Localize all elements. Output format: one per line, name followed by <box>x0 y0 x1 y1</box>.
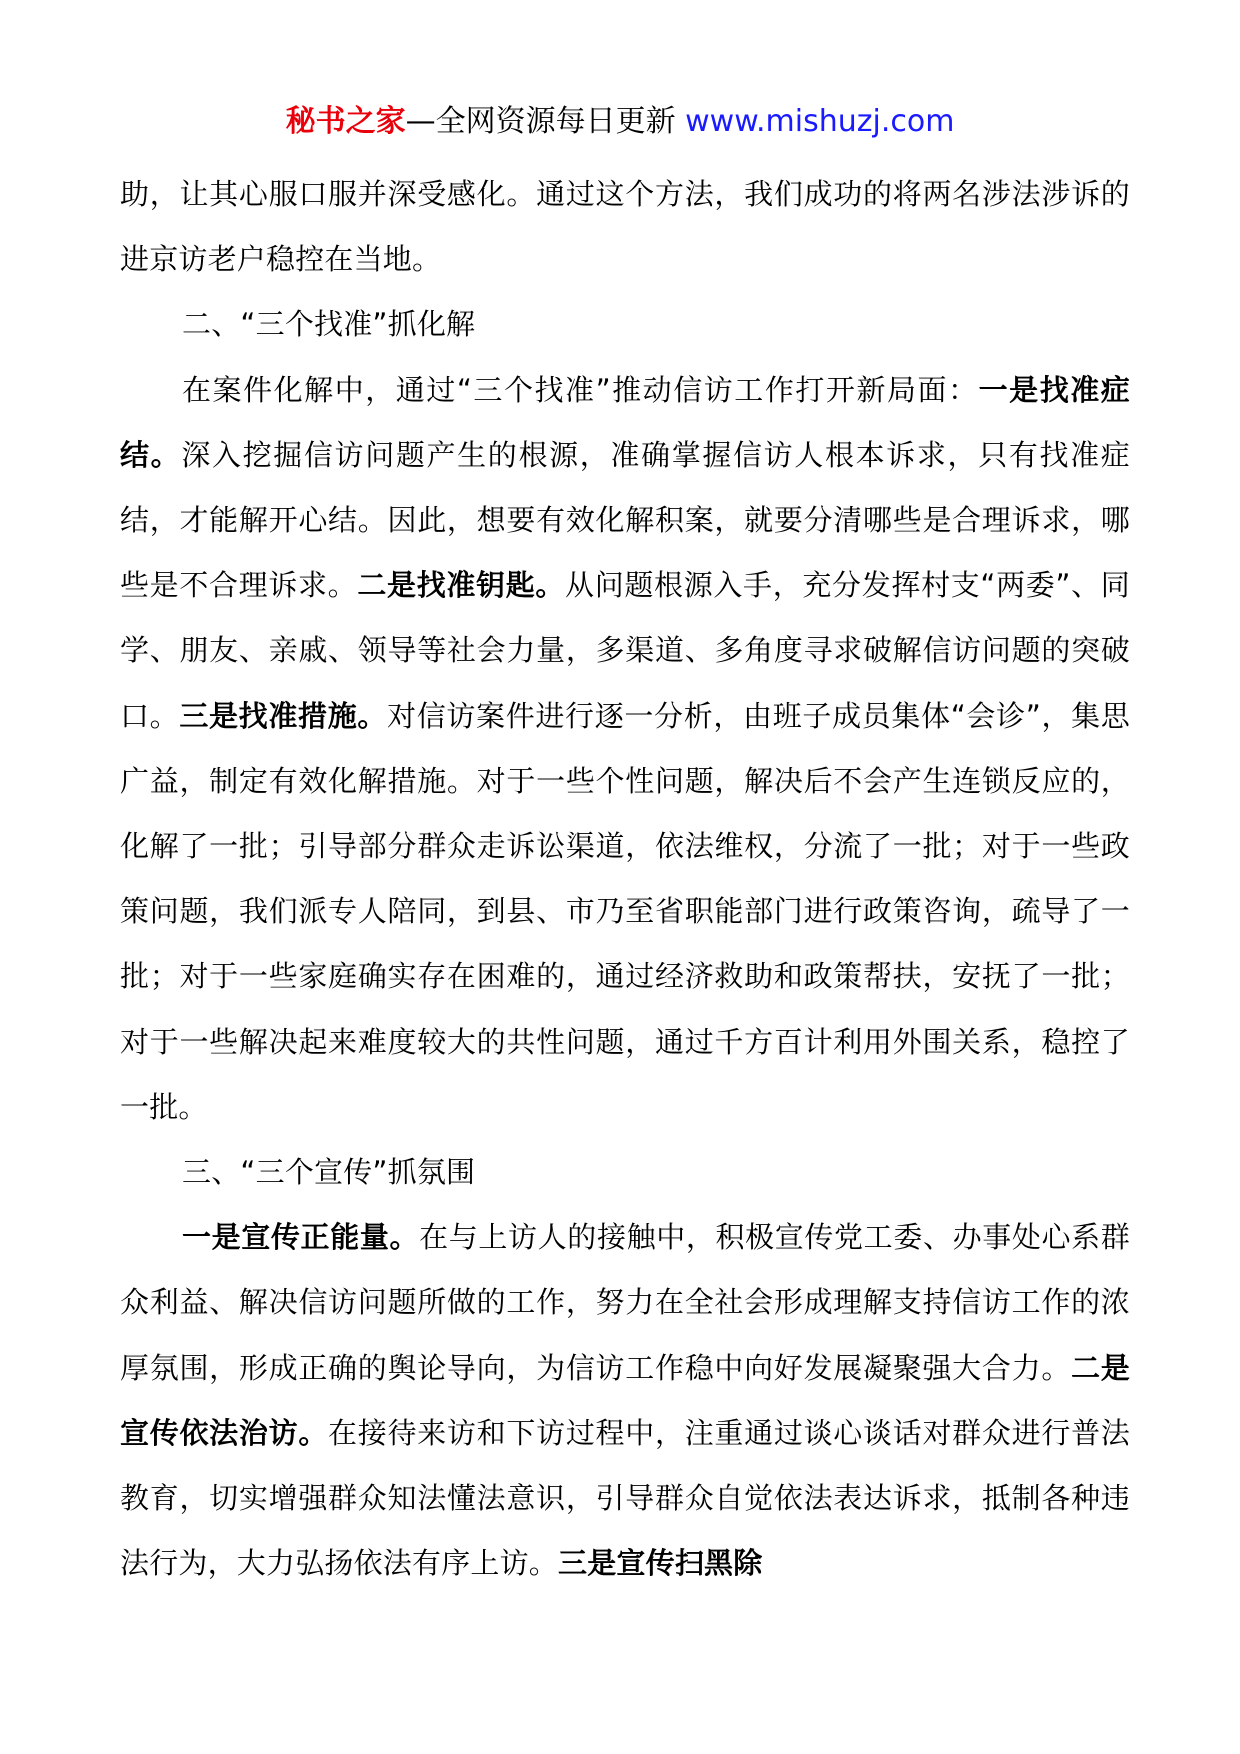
bold-point-3: 三是找准措施。 <box>179 698 388 733</box>
bold-point-2: 二是宣传依法治访。 <box>120 1350 1130 1450</box>
site-brand: 秘书之家 <box>285 104 406 139</box>
text-run: 对信访案件进行逐一分析，由班子成员集体“会诊”，集思广益，制定有效化解措施。对于一些个性问题，解决后不会产生连锁反应的，化解了一批；引导部分群众走诉讼渠道，依法维权，分流了一批；对于一些政策问题，我们派专人陪同，到县、市乃至省职能部门进行政策咨询，疏导了一批；对于一些家庭确实存在困难的，通过经济救助和政策帮扶，安抚了一批；对于一些解决起来难度较大的共性问题，通过千方百计利用外围关系，稳控了一批。 <box>120 698 1130 1124</box>
text-run: 从问题根源入手，充分发挥村支“两委”、同学、朋友、亲戚、领导等社会力量，多渠道、多角度寻求破解信访问题的突破口。 <box>120 568 1130 733</box>
bold-point-1: 一是宣传正能量。 <box>182 1220 420 1255</box>
text-run: 在案件化解中，通过“三个找准”推动信访工作打开新局面： <box>182 372 979 407</box>
paragraph-case-resolution <box>120 358 1130 1140</box>
section-heading-2: 二、“三个找准”抓化解 <box>182 307 476 342</box>
paragraph-publicity <box>120 1205 1130 1596</box>
site-slogan: —全网资源每日更新 <box>405 104 676 139</box>
document-body <box>120 162 1130 1596</box>
bold-point-3: 三是宣传扫黑除 <box>558 1546 763 1581</box>
text-run: 在与上访人的接触中，积极宣传党工委、办事处心系群众利益、解决信访问题所做的工作，努力在全社会形成理解支持信访工作的浓厚氛围，形成正确的舆论导向，为信访工作稳中向好发展凝聚强大合力。 <box>120 1220 1130 1385</box>
text-run: 在接待来访和下访过程中，注重通过谈心谈话对群众进行普法教育，切实增强群众知法懂法意识，引导群众自觉依法表达诉求，抵制各种违法行为，大力弘扬依法有序上访。 <box>120 1415 1130 1581</box>
page-header <box>0 100 1240 144</box>
section-heading-3: 三、“三个宣传”抓氛围 <box>182 1155 476 1190</box>
paragraph-continuation: 助，让其心服口服并深受感化。通过这个方法，我们成功的将两名涉法涉诉的进京访老户稳控在当地。 <box>120 177 1130 277</box>
text-run: 深入挖掘信访问题产生的根源，准确掌握信访人根本诉求，只有找准症结，才能解开心结。因此，想要有效化解积案，就要分清哪些是合理诉求，哪些是不合理诉求。 <box>120 437 1131 603</box>
site-url-link[interactable]: www.mishuzj.com <box>685 104 955 139</box>
bold-point-1: 一是找准症结。 <box>120 372 1130 472</box>
bold-point-2: 二是找准钥匙。 <box>357 568 566 603</box>
